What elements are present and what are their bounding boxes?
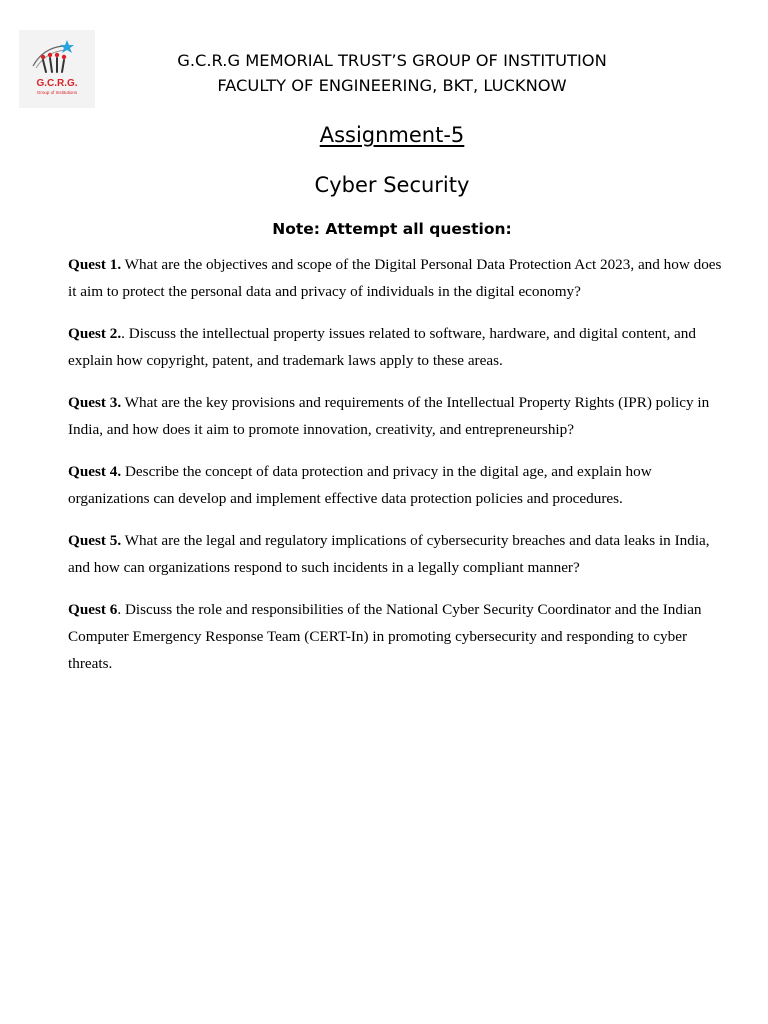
question-text: What are the legal and regulatory implications of cybersecurity breaches and data leaks in India, and how can organizations respond to such incidents in a legally compliant manner? xyxy=(68,532,710,577)
question-label: Quest 5. xyxy=(68,532,122,550)
logo-text-sub: Group of Institutions xyxy=(36,90,78,95)
question-text: What are the key provisions and requirements of the Intellectual Property Rights (IPR) policy in India, and how does it aim to promote innovation, creativity, and entrepreneurship? xyxy=(68,394,710,438)
question-item xyxy=(68,252,723,306)
header-line-faculty: FACULTY OF ENGINEERING, BKT, LUCKNOW xyxy=(217,76,567,95)
question-text: . Discuss the role and responsibilities of the National Cyber Security Coordinator and the Indian Computer Emergency Response Team (CERT-In) in promoting cybersecurity and responding to cyber threats. xyxy=(68,601,702,673)
gcrg-logo-icon xyxy=(19,30,95,108)
question-item xyxy=(68,459,723,513)
question-text: . Discuss the intellectual property issues related to software, hardware, and digital content, and explain how copyright, patent, and trademark laws apply to these areas. xyxy=(68,325,696,369)
question-label: Quest 2. xyxy=(68,325,122,343)
question-item xyxy=(68,390,723,444)
logo-text-main: G.C.R.G. xyxy=(36,78,78,89)
question-list xyxy=(68,252,723,693)
question-label: Quest 4. xyxy=(68,463,122,481)
question-label: Quest 6 xyxy=(68,601,118,619)
question-text: What are the objectives and scope of the Digital Personal Data Protection Act 2023, and how does it aim to protect the personal data and privacy of individuals in the digital economy? xyxy=(68,256,722,300)
question-text: Describe the concept of data protection and privacy in the digital age, and explain how organizations can develop and implement effective data protection policies and procedures. xyxy=(68,463,652,508)
institution-header xyxy=(100,48,684,98)
instruction-note: Note: Attempt all question: xyxy=(272,220,512,238)
question-item xyxy=(68,321,723,375)
institution-logo xyxy=(19,30,95,108)
question-label: Quest 3. xyxy=(68,394,122,412)
question-item xyxy=(68,597,723,677)
header-line-institution: G.C.R.G MEMORIAL TRUST’S GROUP OF INSTITUTION xyxy=(177,51,607,70)
subject-title: Cyber Security xyxy=(314,173,470,197)
question-label: Quest 1. xyxy=(68,256,122,273)
question-item xyxy=(68,528,723,582)
assignment-title: Assignment-5 xyxy=(319,123,465,147)
